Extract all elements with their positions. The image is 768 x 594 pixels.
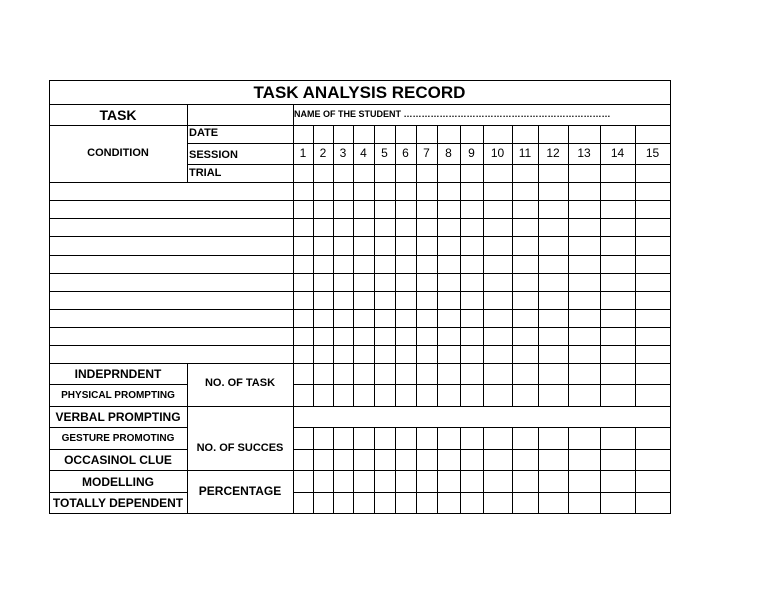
session-label: SESSION: [189, 149, 238, 161]
grid-line: [333, 125, 334, 407]
session-number-12: 12: [546, 146, 560, 160]
grid-line: [395, 125, 396, 407]
grid-line: [187, 104, 188, 183]
session-number-14: 14: [610, 146, 625, 160]
session-number-9: 9: [468, 146, 475, 160]
student-name-label: NAME OF THE STUDENT ……………………………………………………………: [294, 109, 611, 119]
no-of-success-label: NO. OF SUCCES: [196, 442, 284, 454]
prompt-level-modelling: MODELLING: [82, 475, 154, 489]
session-number-5: 5: [381, 146, 388, 160]
grid-line: [293, 427, 671, 428]
date-label: DATE: [189, 127, 219, 139]
grid-line: [293, 104, 294, 514]
grid-line: [49, 492, 188, 493]
grid-line: [568, 125, 569, 407]
grid-line: [353, 427, 354, 514]
condition-label: CONDITION: [87, 147, 149, 159]
session-number-15: 15: [645, 146, 660, 160]
grid-line: [187, 143, 671, 144]
grid-line: [49, 309, 671, 310]
grid-line: [49, 273, 671, 274]
grid-line: [49, 384, 188, 385]
grid-line: [374, 125, 375, 407]
grid-line: [49, 218, 671, 219]
session-number-4: 4: [360, 146, 367, 160]
grid-line: [49, 125, 671, 126]
prompt-level-totally-dependent: TOTALLY DEPENDENT: [52, 496, 184, 510]
session-number-11: 11: [518, 146, 532, 160]
grid-line: [49, 200, 671, 201]
session-number-7: 7: [423, 146, 430, 160]
grid-line: [187, 164, 671, 165]
task-label: TASK: [99, 107, 137, 123]
prompt-level-gesture: GESTURE PROMOTING: [61, 433, 175, 444]
grid-line: [512, 427, 513, 514]
session-number-2: 2: [319, 146, 327, 160]
grid-line: [313, 427, 314, 514]
prompt-level-independent: INDEPRNDENT: [74, 367, 162, 381]
grid-line: [49, 327, 671, 328]
grid-line: [293, 449, 671, 450]
grid-line: [293, 492, 671, 493]
grid-line: [49, 255, 671, 256]
grid-line: [437, 125, 438, 407]
grid-line: [568, 427, 569, 514]
grid-line: [333, 427, 334, 514]
grid-line: [512, 125, 513, 407]
grid-line: [460, 125, 461, 407]
session-number-3: 3: [339, 146, 347, 160]
session-number-13: 13: [577, 146, 591, 160]
grid-line: [416, 427, 417, 514]
grid-line: [49, 363, 671, 364]
grid-line: [600, 125, 601, 407]
grid-line: [483, 427, 484, 514]
grid-line: [49, 470, 671, 471]
grid-line: [374, 427, 375, 514]
grid-line: [538, 427, 539, 514]
session-number-1: 1: [299, 146, 307, 160]
grid-line: [49, 104, 671, 105]
prompt-level-physical: PHYSICAL PROMPTING: [61, 390, 175, 401]
grid-line: [49, 182, 671, 183]
session-number-10: 10: [490, 146, 505, 160]
grid-line: [49, 449, 188, 450]
grid-line: [49, 406, 671, 407]
grid-line: [600, 427, 601, 514]
grid-line: [49, 291, 671, 292]
trial-label: TRIAL: [189, 167, 222, 179]
page-title: TASK ANALYSIS RECORD: [253, 83, 466, 102]
grid-line: [416, 125, 417, 407]
prompt-level-occasional-clue: OCCASINOL CLUE: [64, 453, 172, 467]
grid-line: [49, 236, 671, 237]
grid-line: [635, 125, 636, 407]
grid-line: [49, 513, 671, 514]
grid-line: [437, 427, 438, 514]
grid-line: [483, 125, 484, 407]
session-number-8: 8: [445, 146, 452, 160]
grid-line: [49, 80, 671, 81]
grid-line: [460, 427, 461, 514]
prompt-level-verbal: VERBAL PROMPTING: [55, 410, 181, 424]
no-of-task-label: NO. OF TASK: [204, 377, 276, 389]
grid-line: [313, 125, 314, 407]
percentage-label: PERCENTAGE: [198, 484, 282, 498]
grid-line: [538, 125, 539, 407]
grid-line: [49, 345, 671, 346]
grid-line: [293, 384, 671, 385]
grid-line: [635, 427, 636, 514]
grid-line: [395, 427, 396, 514]
session-number-6: 6: [402, 146, 409, 160]
grid-line: [49, 427, 188, 428]
grid-line: [353, 125, 354, 407]
